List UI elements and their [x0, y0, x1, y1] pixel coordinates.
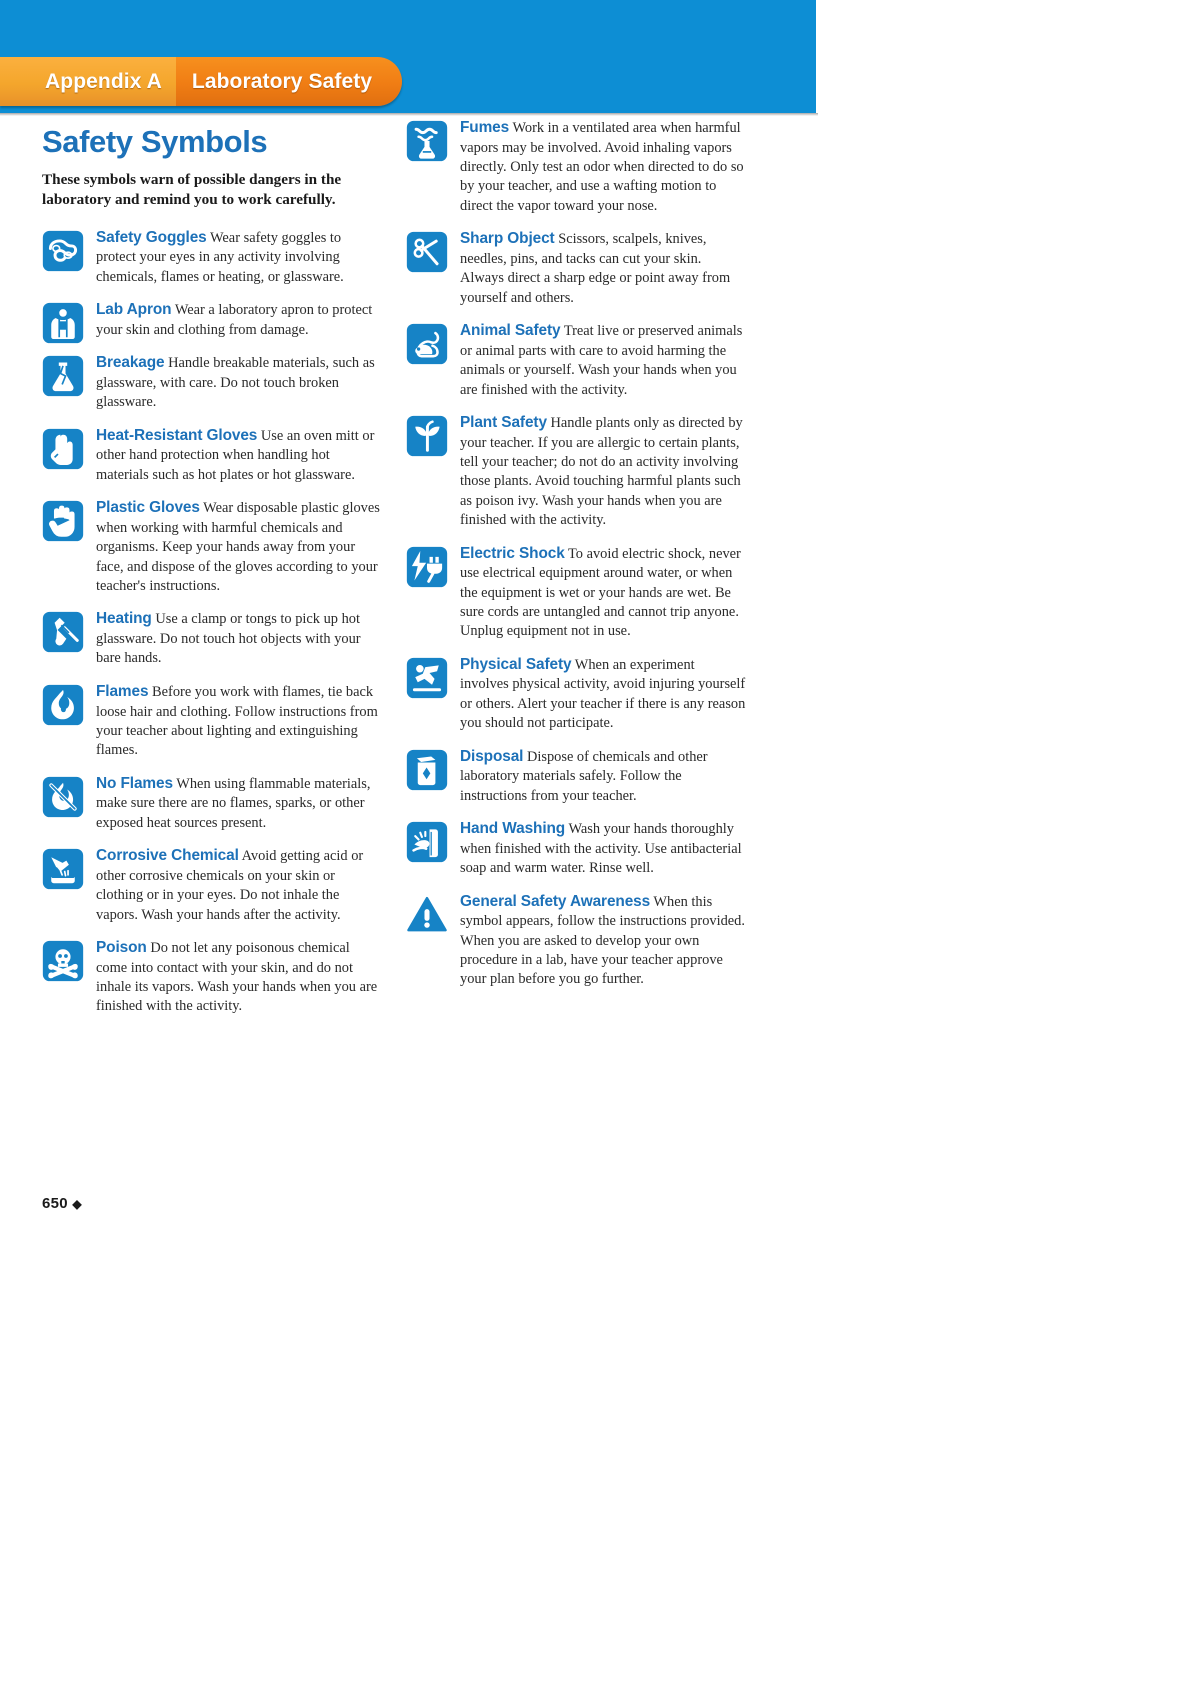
safety-symbol-entry — [42, 682, 382, 761]
safety-symbol-term: Flames — [96, 682, 149, 700]
safety-symbol-entry — [42, 609, 382, 668]
safety-symbol-text — [460, 118, 746, 216]
lab-apron-icon — [42, 302, 84, 344]
plastic-gloves-icon — [42, 500, 84, 542]
safety-symbol-description: Wear safety goggles to protect your eyes in any activity involving chemicals, flames or heating, or glassware. — [96, 229, 344, 285]
safety-symbol-description: Dispose of chemicals and other laboratory materials safely. Follow the instructions from your teacher. — [460, 748, 708, 804]
poison-icon — [42, 940, 84, 982]
safety-symbol-term: Plastic Gloves — [96, 499, 200, 517]
safety-symbol-term: Heating — [96, 610, 152, 628]
corrosive-chemical-icon — [42, 848, 84, 890]
heat-resistant-gloves-icon — [42, 428, 84, 470]
safety-symbol-term: Breakage — [96, 354, 165, 372]
safety-symbol-entry — [42, 353, 382, 412]
safety-symbol-term: Electric Shock — [460, 544, 565, 562]
section-intro: These symbols warn of possible dangers in the laboratory and remind you to work carefully. — [42, 170, 342, 208]
safety-symbol-term: Hand Washing — [460, 820, 566, 838]
plant-safety-icon — [406, 415, 448, 457]
breakage-icon — [42, 355, 84, 397]
safety-symbol-text — [460, 655, 746, 734]
safety-symbol-description: Use an oven mitt or other hand protection when handling hot materials such as hot plates or hot glassware. — [96, 427, 375, 483]
safety-symbol-description: Treat live or preserved animals or animal parts with care to avoid harming the animals or yourself. Wash your hands when you are finished with the activity. — [460, 323, 743, 398]
safety-symbol-text — [96, 682, 382, 761]
safety-symbol-term: Corrosive Chemical — [96, 847, 239, 865]
safety-symbol-description: To avoid electric shock, never use electrical equipment around water, or when the equipment is wet or your hands are wet. Be sure cords are untangled and cannot trip anyone. Unplug equipment not in use. — [460, 545, 741, 640]
safety-symbol-term: Fumes — [460, 119, 510, 136]
breadcrumb-appendix-segment — [0, 57, 176, 106]
safety-symbol-entry — [406, 747, 746, 806]
safety-symbol-term: Physical Safety — [460, 655, 572, 673]
safety-symbol-entry — [406, 321, 746, 400]
sharp-object-icon — [406, 231, 448, 273]
right-column — [406, 118, 746, 1003]
safety-symbol-entry — [406, 413, 746, 531]
safety-symbol-entry — [42, 228, 382, 287]
safety-symbol-description: When using flammable materials, make sure there are no flames, sparks, or other exposed heat sources present. — [96, 775, 371, 831]
general-safety-awareness-icon — [406, 894, 448, 936]
safety-symbol-term: Animal Safety — [460, 322, 561, 340]
safety-symbol-text — [96, 498, 382, 596]
safety-symbol-entry — [42, 300, 382, 340]
no-flames-icon — [42, 776, 84, 818]
safety-symbol-description: When this symbol appears, follow the instructions provided. When you are asked to develop your own procedure in a lab, have your teacher approve your plan before you go further. — [460, 893, 745, 988]
breadcrumb — [0, 57, 402, 106]
breadcrumb-title-segment — [176, 57, 402, 106]
safety-symbol-text — [460, 413, 746, 531]
safety-symbol-description: Handle plants only as directed by your teacher. If you are allergic to certain plants, tell your teacher; do not do an activity involving those plants. Avoid touching harmful plants such as poison ivy. Wash your hands when you are finished with the activity. — [460, 414, 743, 529]
safety-symbol-entry — [406, 229, 746, 308]
breadcrumb-appendix-label: Appendix A — [45, 69, 162, 93]
animal-safety-icon — [406, 323, 448, 365]
safety-symbol-description: When an experiment involves physical activity, avoid injuring yourself or others. Alert your teacher if there is any reason you should not participate. — [460, 656, 746, 732]
safety-symbol-text — [460, 747, 746, 806]
safety-symbol-description: Do not let any poisonous chemical come into contact with your skin, and do not inhale its vapors. Wash your hands when you are finished with the activity. — [96, 940, 378, 1015]
left-symbol-list — [42, 228, 382, 1017]
disposal-icon — [406, 749, 448, 791]
safety-symbol-entry — [42, 846, 382, 925]
safety-symbol-text — [460, 321, 746, 400]
safety-symbol-text — [96, 609, 382, 668]
safety-symbol-entry — [406, 118, 746, 216]
safety-symbol-term: No Flames — [96, 774, 173, 792]
safety-symbol-text — [96, 846, 382, 925]
safety-symbol-description: Scissors, scalpels, knives, needles, pins, and tacks can cut your skin. Always direct a sharp edge or point away from yourself and others. — [460, 231, 731, 306]
safety-symbol-term: Lab Apron — [96, 301, 172, 319]
safety-symbol-term: Poison — [96, 939, 147, 957]
safety-symbol-description: Wash your hands thoroughly when finished with the activity. Use antibacterial soap and warm water. Rinse well. — [460, 821, 742, 877]
safety-symbol-entry — [406, 544, 746, 642]
page-title: Laboratory Safety — [191, 69, 373, 93]
safety-symbol-text — [96, 426, 382, 485]
content-area — [0, 118, 816, 1178]
safety-symbol-entry — [406, 819, 746, 878]
safety-symbol-entry — [406, 655, 746, 734]
right-symbol-list — [406, 118, 746, 990]
section-title: Safety Symbols — [42, 124, 268, 159]
safety-symbol-text — [96, 938, 382, 1017]
safety-symbol-term: Heat-Resistant Gloves — [96, 426, 258, 444]
safety-symbol-text — [96, 228, 382, 287]
safety-symbol-entry — [406, 892, 746, 990]
electric-shock-icon — [406, 546, 448, 588]
safety-symbol-text — [96, 300, 382, 340]
safety-symbol-entry — [42, 774, 382, 833]
physical-safety-icon — [406, 657, 448, 699]
safety-symbol-text — [460, 544, 746, 642]
heating-icon — [42, 611, 84, 653]
safety-symbol-text — [96, 353, 382, 412]
safety-symbol-text — [96, 774, 382, 833]
safety-symbol-description: Wear disposable plastic gloves when working with harmful chemicals and organisms. Keep your hands away from your face, and dispose of the gloves according to your teacher's instructions. — [96, 500, 380, 595]
left-column — [42, 118, 382, 1030]
hand-washing-icon — [406, 821, 448, 863]
flames-icon — [42, 684, 84, 726]
safety-symbol-text — [460, 892, 746, 990]
header-band-shadow — [0, 113, 818, 116]
safety-symbol-entry — [42, 938, 382, 1017]
safety-symbol-term: General Safety Awareness — [460, 892, 651, 910]
safety-goggles-icon — [42, 230, 84, 272]
safety-symbol-text — [460, 819, 746, 878]
safety-symbol-description: Use a clamp or tongs to pick up hot glassware. Do not touch hot objects with your bare hands. — [96, 611, 361, 667]
page-number-value: 650 — [42, 1195, 68, 1212]
safety-symbol-description: Avoid getting acid or other corrosive chemicals on your skin or clothing or in your eyes. Do not inhale the vapors. Wash your hands after the activity. — [96, 848, 364, 923]
safety-symbol-text — [460, 229, 746, 308]
safety-symbol-description: Before you work with flames, tie back loose hair and clothing. Follow instructions from your teacher about lighting and extinguishing flames. — [96, 683, 378, 759]
safety-symbol-term: Safety Goggles — [96, 228, 207, 246]
fumes-icon — [406, 120, 448, 162]
safety-symbol-term: Sharp Object — [460, 230, 555, 248]
safety-symbol-entry — [42, 498, 382, 596]
page-marker-icon: ◆ — [72, 1197, 82, 1211]
safety-symbol-term: Disposal — [460, 747, 524, 765]
safety-symbol-entry — [42, 426, 382, 485]
safety-symbol-term: Plant Safety — [460, 413, 547, 431]
safety-symbol-description: Work in a ventilated area when harmful vapors may be involved. Avoid inhaling vapors directly. Only test an odor when directed to do so by your teacher, and use a wafting motion to direct the vapor toward your nose. — [460, 120, 744, 214]
page-number — [42, 1195, 82, 1212]
safety-symbol-description: Wear a laboratory apron to protect your skin and clothing from damage. — [96, 302, 373, 338]
safety-symbol-description: Handle breakable materials, such as glassware, with care. Do not touch broken glassware. — [96, 355, 375, 411]
